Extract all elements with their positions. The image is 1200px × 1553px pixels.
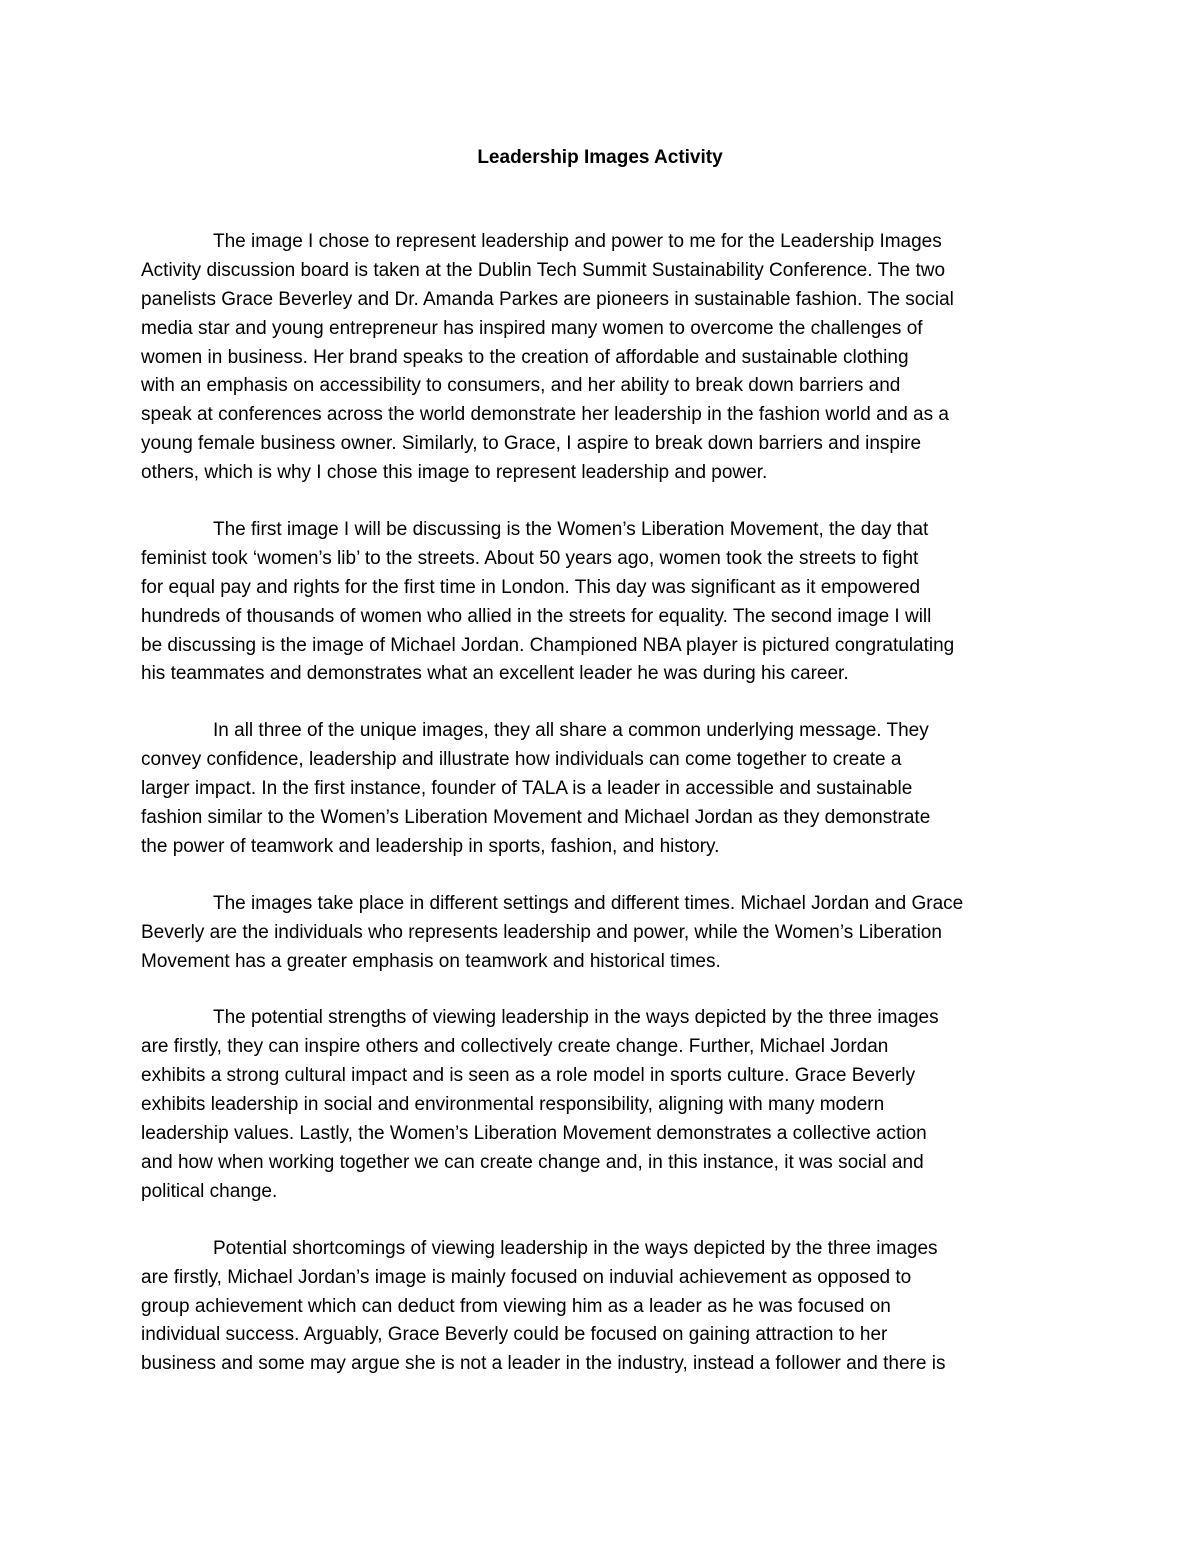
paragraph-line: Potential shortcomings of viewing leadership in the ways depicted by the three images	[213, 1237, 938, 1259]
paragraph-3	[141, 717, 1061, 861]
paragraph-5	[141, 1004, 1061, 1206]
paragraph-line: with an emphasis on accessibility to consumers, and her ability to break down barriers and	[141, 375, 901, 397]
paragraph-line: leadership values. Lastly, the Women’s Liberation Movement demonstrates a collective action	[141, 1123, 927, 1145]
paragraph-line: individual success. Arguably, Grace Beverly could be focused on gaining attraction to her	[141, 1324, 888, 1346]
paragraph-line: The image I chose to represent leadership and power to me for the Leadership Images	[213, 231, 942, 252]
paragraph-line: The first image I will be discussing is the Women’s Liberation Movement, the day that	[213, 519, 929, 541]
paragraph-line: business and some may argue she is not a leader in the industry, instead a follower and there is	[141, 1353, 946, 1375]
paragraph-line: panelists Grace Beverley and Dr. Amanda Parkes are pioneers in sustainable fashion. The social	[141, 288, 954, 310]
paragraph-line: his teammates and demonstrates what an excellent leader he was during his career.	[141, 663, 849, 685]
paragraph-line: fashion similar to the Women’s Liberation Movement and Michael Jordan as they demonstrate	[141, 807, 931, 829]
paragraph-line: convey confidence, leadership and illustrate how individuals can come together to create a	[141, 749, 902, 771]
paragraph-line: others, which is why I chose this image to represent leadership and power.	[141, 462, 768, 484]
paragraph-line: young female business owner. Similarly, to Grace, I aspire to break down barriers and inspire	[141, 433, 922, 455]
paragraph-line: are firstly, Michael Jordan’s image is mainly focused on induvial achievement as opposed to	[141, 1266, 912, 1288]
paragraph-1	[141, 228, 1061, 488]
paragraph-line: are firstly, they can inspire others and collectively create change. Further, Michael Jordan	[141, 1036, 889, 1058]
paragraph-line: for equal pay and rights for the first time in London. This day was significant as it empowered	[141, 576, 921, 598]
paragraph-line: The images take place in different settings and different times. Michael Jordan and Grace	[213, 892, 964, 914]
paragraph-line: larger impact. In the first instance, founder of TALA is a leader in accessible and sustainable	[141, 778, 913, 800]
paragraph-line: In all three of the unique images, they all share a common underlying message. They	[213, 720, 929, 742]
paragraph-line: feminist took ‘women’s lib’ to the streets. About 50 years ago, women took the streets to fight	[141, 547, 919, 569]
paragraph-line: exhibits a strong cultural impact and is seen as a role model in sports culture. Grace Beverly	[141, 1065, 916, 1087]
document-body	[141, 228, 1061, 1407]
paragraph-line: be discussing is the image of Michael Jordan. Championed NBA player is pictured congratulating	[141, 634, 955, 656]
paragraph-line: exhibits leadership in social and environmental responsibility, aligning with many modern	[141, 1094, 885, 1116]
paragraph-line: media star and young entrepreneur has inspired many women to overcome the challenges of	[141, 317, 923, 339]
paragraph-6	[141, 1235, 1061, 1379]
paragraph-line: the power of teamwork and leadership in sports, fashion, and history.	[141, 835, 720, 857]
paragraph-line: political change.	[141, 1180, 278, 1202]
paragraph-line: Activity discussion board is taken at the Dublin Tech Summit Sustainability Conference. The two	[141, 259, 946, 281]
paragraph-2	[141, 516, 1061, 689]
paragraph-line: Beverly are the individuals who represents leadership and power, while the Women’s Liberation	[141, 921, 942, 943]
paragraph-line: speak at conferences across the world demonstrate her leadership in the fashion world and as a	[141, 404, 949, 426]
paragraph-line: women in business. Her brand speaks to the creation of affordable and sustainable clothing	[141, 346, 909, 368]
document-title: Leadership Images Activity	[477, 147, 723, 168]
paragraph-line: The potential strengths of viewing leadership in the ways depicted by the three images	[213, 1007, 939, 1029]
paragraph-line: and how when working together we can create change and, in this instance, it was social and	[141, 1151, 924, 1173]
paragraph-line: group achievement which can deduct from viewing him as a leader as he was focused on	[141, 1295, 891, 1317]
paragraph-line: hundreds of thousands of women who allied in the streets for equality. The second image I will	[141, 605, 932, 627]
paragraph-4	[141, 890, 1061, 977]
paragraph-line: Movement has a greater emphasis on teamwork and historical times.	[141, 950, 721, 972]
